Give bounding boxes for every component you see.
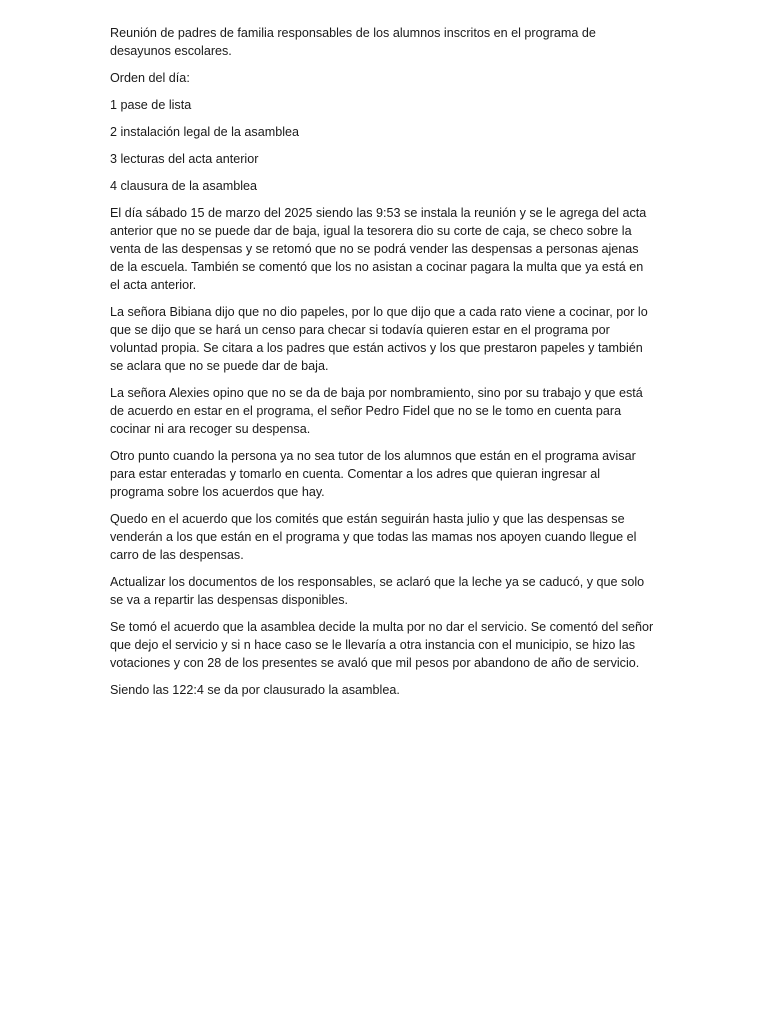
agenda-item: 1 pase de lista (110, 98, 192, 112)
body-paragraph: Actualizar los documentos de los responsables, se aclaró que la leche ya se caducó, y que solo se va a repartir las despensas disponibles. (110, 575, 645, 607)
agenda-item: 2 instalación legal de la asamblea (110, 125, 300, 139)
closing-paragraph: Siendo las 122:4 se da por clausurado la asamblea. (110, 683, 400, 697)
body-paragraph: La señora Alexies opino que no se da de baja por nombramiento, sino por su trabajo y que está de acuerdo en estar en el programa, el señor Pedro Fidel que no se le tomo en cuenta para cocinar ni ara recoger su despensa. (110, 386, 643, 436)
body-paragraph: Se tomó el acuerdo que la asamblea decide la multa por no dar el servicio. Se comentó del señor que dejo el servicio y si n hace caso se le llevaría a otra instancia con el municipio, se hizo las votaciones y con 28 de los presentes se avaló que mil pesos por abandono de año de servicio. (110, 620, 654, 670)
document-body (110, 24, 655, 708)
agenda-item: 4 clausura de la asamblea (110, 179, 258, 193)
body-paragraph: Otro punto cuando la persona ya no sea tutor de los alumnos que están en el programa avisar para estar enteradas y tomarlo en cuenta. Comentar a los adres que quieran ingresar al programa sobre los acuerdos que hay. (110, 449, 636, 499)
body-paragraph: Quedo en el acuerdo que los comités que están seguirán hasta julio y que las despensas se venderán a los que están en el programa y que todas las mamas nos apoyen cuando llegue el carro de las despensas. (110, 512, 637, 562)
agenda-item: 3 lecturas del acta anterior (110, 152, 259, 166)
body-paragraph: La señora Bibiana dijo que no dio papeles, por lo que dijo que a cada rato viene a cocinar, por lo que se dijo que se hará un censo para checar si todavía quieren estar en el programa por voluntad propia. Se citara a los padres que están activos y los que prestaron papeles y también se aclara que no se puede dar de baja. (110, 305, 648, 373)
title-paragraph: Reunión de padres de familia responsables de los alumnos inscritos en el programa de desayunos escolares. (110, 26, 596, 58)
agenda-heading: Orden del día: (110, 71, 190, 85)
body-paragraph: El día sábado 15 de marzo del 2025 siendo las 9:53 se instala la reunión y se le agrega del acta anterior que no se puede dar de baja, igual la tesorera dio su corte de caja, se checo sobre la venta de las despensas y se retomó que no se podrá vender las despensas a personas ajenas de la escuela. También se comentó que los no asistan a cocinar pagara la multa que ya está en el acta anterior. (110, 206, 647, 292)
